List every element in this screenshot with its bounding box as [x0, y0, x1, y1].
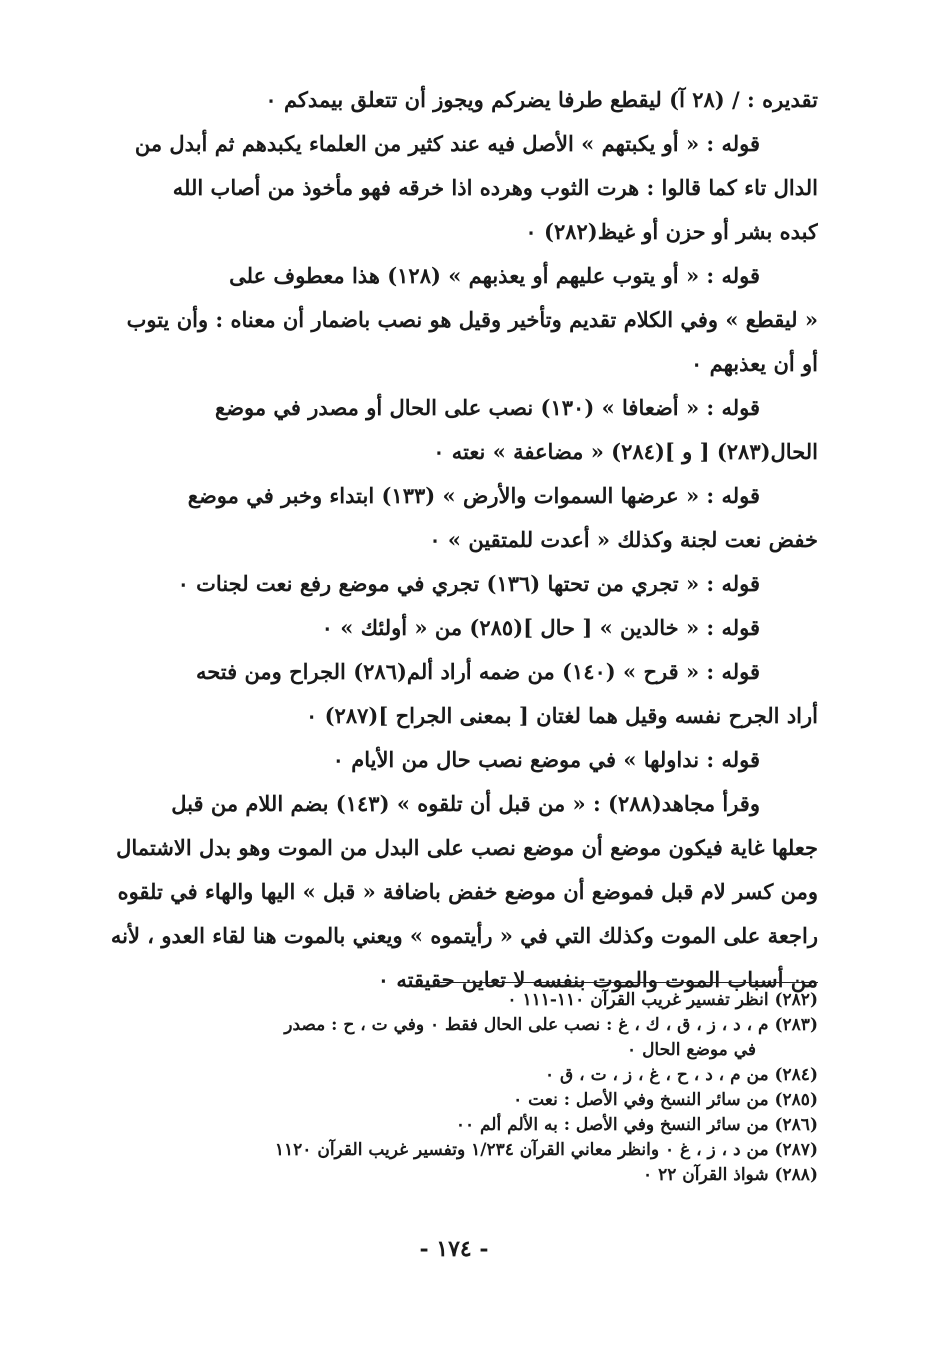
footnote-separator — [438, 982, 818, 983]
text-line: ومن كسر لام قبل فموضع أن موضع خفض باضافة « قبل » اليها والهاء في تلقوه — [117, 879, 818, 904]
footnote: (٢٨٤) من م ، د ، ح ، غ ، ز ، ت ، ق ٠ — [545, 1065, 818, 1085]
footnote: (٢٨٨) شواذ القرآن ٢٢ ٠ — [643, 1165, 818, 1185]
text-line: قوله : « أو يكبتهم » الأصل فيه عند كثير من العلماء يكبدهم ثم أبدل من — [134, 131, 760, 156]
main-text — [100, 78, 818, 1002]
text-line: راجعة على الموت وكذلك التي في « رأيتموه » ويعني بالموت هنا لقاء العدو ، لأنه — [110, 923, 818, 948]
text-line: أو أن يعذبهم ٠ — [691, 351, 818, 376]
footnotes — [100, 988, 818, 1188]
page-number: - ١٧٤ - — [419, 1236, 489, 1262]
text-line: أراد الجرح نفسه وقيل هما لغتان [ بمعنى الجراح ](٢٨٧) ٠ — [306, 703, 818, 728]
text-line: من أسباب الموت والموت بنفسه لا تعاين حقيقته ٠ — [377, 967, 818, 992]
text-line: قوله : « تجري من تحتها (١٣٦) تجري في موضع رفع نعت لجنات ٠ — [177, 571, 760, 596]
text-line: الحال(٢٨٣) [ و ](٢٨٤) « مضاعفة » نعته ٠ — [433, 439, 818, 464]
text-line: وقرأ مجاهد(٢٨٨) : « من قبل أن تلقوه » (١٤٣) بضم اللام من قبل — [171, 791, 760, 816]
footnote: (٢٨٧) من د ، ز ، غ ٠ وانظر معاني القرآن ١/٢٣٤ وتفسير غريب القرآن ١١٢٠ — [274, 1140, 818, 1160]
text-line: قوله : « عرضها السموات والأرض » (١٣٣) ابتداء وخبر في موضع — [187, 483, 760, 508]
text-line: قوله : « أضعافا » (١٣٠) نصب على الحال أو مصدر في موضع — [215, 395, 760, 420]
text-line: قوله : « أو يتوب عليهم أو يعذبهم » (١٢٨) هذا معطوف على — [229, 263, 760, 288]
footnote: (٢٨٥) من سائر النسخ وفي الأصل : نعت ٠ — [513, 1090, 818, 1110]
footnote-continuation: في موضع الحال ٠ — [627, 1040, 756, 1060]
text-line: تقديره : / (٢٨ آ) ليقطع طرفا يضركم ويجوز أن تتعلق بيمدكم ٠ — [265, 87, 818, 112]
text-line: جعلها غاية فيكون موضع أن موضع نصب على البدل من الموت وهو بدل الاشتمال — [116, 835, 818, 860]
text-line: الدال تاء كما قالوا : هرت الثوب وهرده اذا خرقه فهو مأخوذ من أصاب الله — [172, 175, 818, 200]
footnote: (٢٨٦) من سائر النسخ وفي الأصل : به الألم ألم ٠٠ — [455, 1115, 818, 1135]
text-line: كبده بشر أو حزن أو غيظ(٢٨٢) ٠ — [525, 219, 818, 244]
text-line: قوله : نداولها » في موضع نصب حال من الأيام ٠ — [332, 747, 760, 772]
text-line: « ليقطع » وفي الكلام تقديم وتأخير وقيل هو نصب باضمار أن معناه : وأن يتوب — [126, 307, 818, 332]
footnote: (٢٨٢) انظر تفسير غريب القرآن ١١٠-١١١ ٠ — [507, 990, 818, 1010]
footnote: (٢٨٣) م ، د ، ز ، ق ، ك ، غ : نصب على الحال فقط ٠ وفي ت ، ح : مصدر — [284, 1015, 818, 1035]
text-line: قوله : « قرح » (١٤٠) من ضمه أراد ألم(٢٨٦) الجراح ومن فتحه — [195, 659, 760, 684]
text-line: قوله : « خالدين » [ حال ](٢٨٥) من « أولئك » ٠ — [321, 615, 760, 640]
text-line: خفض نعت لجنة وكذلك « أعدت للمتقين » ٠ — [429, 527, 818, 552]
